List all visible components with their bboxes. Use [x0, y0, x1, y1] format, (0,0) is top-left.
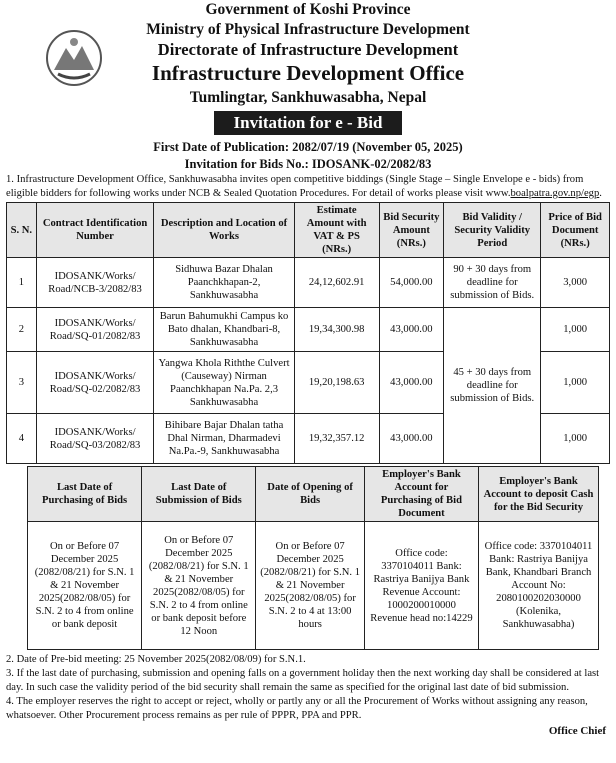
office-name: Infrastructure Development Office — [151, 61, 465, 85]
government-name: Government of Koshi Province — [205, 1, 411, 18]
description-cell: Sidhuwa Bazar Dhalan Paanchkhapan-2, Sankhuwasabha — [154, 258, 294, 308]
contract-id-cell: IDOSANK/Works/ Road/NCB-3/2082/83 — [36, 258, 154, 308]
price-cell: 3,000 — [541, 258, 610, 308]
intro-end: . — [599, 187, 602, 199]
price-cell: 1,000 — [541, 308, 610, 352]
price-cell: 1,000 — [541, 414, 610, 464]
col-opening-date: Date of Opening of Bids — [256, 467, 364, 522]
col-contract-id: Contract Identification Number — [36, 203, 154, 258]
col-security-account: Employer's Bank Account to deposit Cash for the Bid Security — [479, 467, 599, 522]
publication-date: First Date of Publication: 2082/07/19 (November 05, 2025) — [153, 140, 463, 154]
description-cell: Barun Bahumukhi Campus ko Bato dhalan, Khandbari-8, Sankhuwasabha — [154, 308, 294, 352]
security-account-cell: Office code: 3370104011 Bank: Rastriya Banijya Bank, Khandbari Branch Account No: 2080100202030000 (Kolenika, Sankhuwasabha) — [479, 522, 599, 650]
contract-id-cell: IDOSANK/Works/ Road/SQ-02/2082/83 — [36, 352, 154, 414]
table-row — [7, 308, 610, 352]
col-purchase-account: Employer's Bank Account for Purchasing of Bid Document — [364, 467, 478, 522]
intro-text: Infrastructure Development Office, Sankhuwasabha invites open competitive biddings (Single Stage – Single Envelope e - bids) from eligible bidders for following works under NCB & Sealed Quotation Procedures. For detail of works please visit www. — [6, 174, 584, 199]
directorate-name: Directorate of Infrastructure Development — [157, 40, 459, 59]
col-security: Bid Security Amount (NRs.) — [379, 203, 443, 258]
submission-date-cell: On or Before 07 December 2025 (2082/08/21) for S.N. 1 & 21 November 2025(2082/08/05) for S.N. 2 to 4 from online or bank deposit before 12 Noon — [142, 522, 256, 650]
table-row — [28, 522, 599, 650]
estimate-cell: 19,34,300.98 — [294, 308, 379, 352]
office-location: Tumlingtar, Sankhuwasabha, Nepal — [189, 89, 427, 106]
validity-cell: 45 + 30 days from deadline for submission of Bids. — [444, 308, 541, 464]
works-table-header — [7, 203, 610, 258]
purchase-date-cell: On or Before 07 December 2025 (2082/08/21) for S.N. 1 & 21 November 2025(2082/08/05) for S.N. 2 to 4 from online or bank deposit — [28, 522, 142, 650]
sn-cell: 3 — [7, 352, 37, 414]
price-cell: 1,000 — [541, 352, 610, 414]
note-prebid: 2. Date of Pre-bid meeting: 25 November 2025(2082/08/09) for S.N.1. — [6, 654, 306, 665]
security-cell: 43,000.00 — [379, 414, 443, 464]
col-sn: S. N. — [7, 203, 37, 258]
procurement-link[interactable]: boalpatra.gov.np/egp — [510, 187, 600, 199]
security-cell: 43,000.00 — [379, 352, 443, 414]
col-estimate: Estimate Amount with VAT & PS (NRs.) — [294, 203, 379, 258]
footer-notes — [6, 653, 610, 723]
intro-note — [6, 173, 610, 200]
intro-number: 1. — [6, 174, 14, 185]
estimate-cell: 19,32,357.12 — [294, 414, 379, 464]
security-cell: 43,000.00 — [379, 308, 443, 352]
invitation-banner: Invitation for e - Bid — [214, 111, 403, 135]
purchase-account-cell: Office code: 3370104011 Bank: Rastriya Banijya Bank Revenue Account: 1000200010000 Revenue head no:14229 — [364, 522, 478, 650]
security-cell: 54,000.00 — [379, 258, 443, 308]
table-row — [7, 258, 610, 308]
description-cell: Yangwa Khola Riththe Culvert (Causeway) Nirman Paanchkhapan Na.Pa. 2,3 Sankhuwasabha — [154, 352, 294, 414]
contract-id-cell: IDOSANK/Works/ Road/SQ-01/2082/83 — [36, 308, 154, 352]
col-purchase-date: Last Date of Purchasing of Bids — [28, 467, 142, 522]
opening-date-cell: On or Before 07 December 2025 (2082/08/21) for S.N. 1 & 21 November 2025(2082/08/05) for S.N. 2 to 4 at 13:00 hours — [256, 522, 364, 650]
col-price: Price of Bid Document (NRs.) — [541, 203, 610, 258]
dates-bank-table — [27, 466, 599, 650]
sn-cell: 1 — [7, 258, 37, 308]
sn-cell: 4 — [7, 414, 37, 464]
estimate-cell: 24,12,602.91 — [294, 258, 379, 308]
works-table — [6, 202, 610, 464]
description-cell: Bihibare Bajar Dhalan tatha Dhal Nirman, Dharmadevi Na.Pa.-9, Sankhuwasabha — [154, 414, 294, 464]
sn-cell: 2 — [7, 308, 37, 352]
ministry-name: Ministry of Physical Infrastructure Development — [146, 21, 470, 38]
estimate-cell: 19,20,198.63 — [294, 352, 379, 414]
notice-header — [0, 0, 616, 173]
col-description: Description and Location of Works — [154, 203, 294, 258]
col-submission-date: Last Date of Submission of Bids — [142, 467, 256, 522]
signature-title: Office Chief — [548, 725, 606, 737]
dates-table-header — [28, 467, 599, 522]
bid-number: Invitation for Bids No.: IDOSANK-02/2082/83 — [184, 157, 432, 171]
col-validity: Bid Validity / Security Validity Period — [444, 203, 541, 258]
note-holiday: 3. If the last date of purchasing, submission and opening falls on a government holiday then the next working day shall be considered at last day. In such case the validity period of the bid security shall remain the same as specified for the original last date of bid submission. — [6, 668, 600, 693]
note-rights: 4. The employer reserves the right to accept or reject, wholly or partly any or all the Procurement of Works without assigning any reason, whatsoever. Other Procurement process remains as per rule of PPPR, PPA and PPR. — [6, 696, 588, 721]
contract-id-cell: IDOSANK/Works/ Road/SQ-03/2082/83 — [36, 414, 154, 464]
nepal-emblem-icon — [44, 28, 104, 88]
validity-cell: 90 + 30 days from deadline for submission of Bids. — [444, 258, 541, 308]
